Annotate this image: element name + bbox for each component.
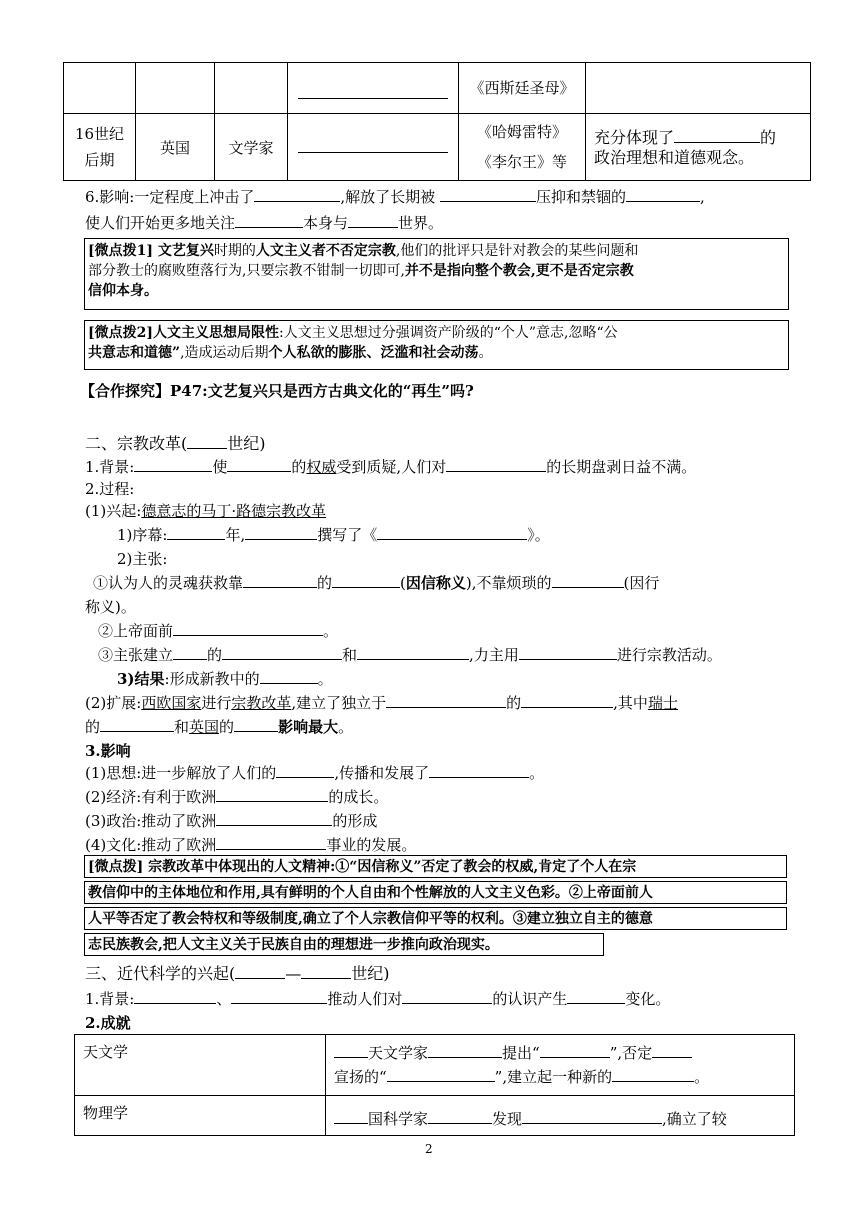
text: ②上帝面前 xyxy=(98,622,174,640)
text: 的 xyxy=(85,718,101,736)
blank[interactable] xyxy=(243,572,317,588)
blank[interactable] xyxy=(428,1108,492,1124)
blank[interactable] xyxy=(234,716,278,732)
blank[interactable] xyxy=(231,988,327,1004)
text: 二、宗教改革( xyxy=(85,434,188,453)
text: (因行 xyxy=(623,574,660,592)
blank[interactable] xyxy=(567,988,625,1004)
country-cell xyxy=(136,114,215,181)
text: 人文主义者不否定宗教 xyxy=(255,243,396,259)
blank[interactable] xyxy=(301,962,351,979)
desc-cell xyxy=(586,114,811,181)
role-text: 文学家 xyxy=(228,138,274,157)
blank[interactable] xyxy=(227,456,291,472)
blank[interactable] xyxy=(134,456,212,472)
text: 变化。 xyxy=(625,990,671,1008)
text: 推动人们对 xyxy=(327,990,403,1008)
text: 压抑和禁锢的 xyxy=(535,188,626,206)
text: ( xyxy=(400,574,406,592)
tip-box-1 xyxy=(84,238,789,310)
influence-4 xyxy=(85,834,416,856)
field-cell xyxy=(75,1096,326,1136)
tip-label: [微点拨1] xyxy=(88,243,153,259)
blank[interactable] xyxy=(276,762,334,778)
result-line xyxy=(117,668,333,690)
text: 的形成 xyxy=(332,812,378,830)
text: 1.背景: xyxy=(85,458,135,476)
text: 共意志和道德” xyxy=(88,345,181,361)
text: 发现 xyxy=(492,1110,523,1128)
period-text: 16世纪 xyxy=(74,125,125,143)
influence-1 xyxy=(85,762,544,784)
blank[interactable] xyxy=(334,1042,368,1058)
text: 世纪) xyxy=(227,434,266,453)
desc-text: 的 xyxy=(760,128,777,147)
section-title xyxy=(85,962,390,985)
text: (4)文化:推动了欧洲 xyxy=(85,836,217,854)
text: 事业的发展。 xyxy=(326,836,417,854)
text: (2)扩展: xyxy=(85,694,142,712)
blank[interactable] xyxy=(402,988,492,1004)
text: — xyxy=(285,964,302,983)
blank[interactable] xyxy=(652,1042,692,1058)
claim-2 xyxy=(98,620,338,642)
blank[interactable] xyxy=(334,1108,368,1124)
text: 和 xyxy=(342,646,358,664)
tip-row: 教信仰中的主体地位和作用,具有鲜明的个人自由和个性解放的人文主义色彩。②上帝面前人 xyxy=(84,881,787,904)
blank[interactable] xyxy=(446,456,546,472)
text: 的 xyxy=(291,458,307,476)
blank[interactable] xyxy=(173,644,207,660)
text: 。 xyxy=(478,345,493,361)
extension-line xyxy=(85,692,678,714)
tip-row: 志民族教会,把人文主义关于民族自由的理想进一步推向政治现实。 xyxy=(84,933,604,956)
blank[interactable] xyxy=(187,432,227,449)
blank[interactable] xyxy=(612,1066,694,1082)
blank[interactable] xyxy=(260,668,318,684)
extension-line xyxy=(85,716,353,738)
text: 称义)。 xyxy=(85,598,136,616)
text: 时期的 xyxy=(213,243,256,259)
text: 的长期盘剥日益不满。 xyxy=(546,458,697,476)
text: 2.过程: xyxy=(85,480,135,498)
field-name: 天文学 xyxy=(83,1043,129,1061)
claim-3 xyxy=(98,644,722,666)
text: 权威 xyxy=(306,458,337,476)
text: 和 xyxy=(174,718,190,736)
blank[interactable] xyxy=(540,1042,610,1058)
text: 、 xyxy=(216,990,232,1008)
text: 使 xyxy=(212,458,228,476)
text: 。 xyxy=(317,670,333,688)
blank[interactable] xyxy=(387,1066,495,1082)
blank[interactable] xyxy=(521,692,613,708)
text: ,传播和发展了 xyxy=(334,764,430,782)
text: 使人们开始更多地关注 xyxy=(85,214,236,232)
blank[interactable] xyxy=(552,572,624,588)
desc-text: 政治理想和道德观念。 xyxy=(594,148,755,167)
background-line xyxy=(85,456,696,478)
text: 1)序幕: xyxy=(117,526,168,544)
achievement-table xyxy=(74,1034,795,1136)
text: (3)政治:推动了欧洲 xyxy=(85,812,217,830)
table-cell xyxy=(64,63,136,114)
blank[interactable] xyxy=(440,186,536,202)
blank[interactable] xyxy=(216,834,326,850)
blank[interactable] xyxy=(626,186,700,202)
tip-row: 人平等否定了教会特权和等级制度,确立了个人宗教信仰平等的权利。③建立独立自主的德意 xyxy=(84,907,787,930)
cooperative-inquiry: 【合作探究】P47:文艺复兴只是西方古典文化的“再生”吗? xyxy=(80,382,474,400)
text: 英国 xyxy=(189,718,220,736)
text: 世界。 xyxy=(398,214,444,232)
text: 的 xyxy=(506,694,522,712)
text: 瑞士 xyxy=(647,694,678,712)
field-cell xyxy=(75,1035,326,1096)
text: ,建立了独立于 xyxy=(291,694,387,712)
text: 信仰本身。 xyxy=(88,283,158,299)
text: ),不靠烦琐的 xyxy=(465,574,552,592)
table-cell xyxy=(136,63,215,114)
blank[interactable] xyxy=(254,186,340,202)
table-cell xyxy=(215,63,288,114)
text: (1)兴起: xyxy=(85,502,142,520)
text: 。 xyxy=(529,764,545,782)
blank[interactable] xyxy=(377,524,527,540)
claim-1 xyxy=(93,572,659,594)
blank[interactable] xyxy=(348,212,398,228)
text: 的 xyxy=(317,574,333,592)
tip-box-2 xyxy=(84,320,789,370)
detail-cell xyxy=(326,1096,795,1136)
text: ①认为人的灵魂获救靠 xyxy=(93,574,244,592)
text: 3)结果 xyxy=(117,670,165,688)
blank[interactable] xyxy=(429,762,529,778)
table-cell xyxy=(288,63,459,114)
text: 西欧国家 xyxy=(141,694,202,712)
text: 的认识产生 xyxy=(492,990,568,1008)
table-cell xyxy=(586,63,811,114)
text: (1)思想:进一步解放了人们的 xyxy=(85,764,277,782)
text: 。 xyxy=(323,622,339,640)
text: 本身与 xyxy=(303,214,349,232)
detail-cell xyxy=(326,1035,795,1096)
blank[interactable] xyxy=(222,644,342,660)
work-title: 《李尔王》等 xyxy=(476,153,567,171)
text: 世纪) xyxy=(351,964,390,983)
text: 。 xyxy=(694,1068,710,1086)
text: ,解放了长期被 xyxy=(340,188,436,206)
prelude-line xyxy=(117,524,550,546)
blank[interactable] xyxy=(519,644,617,660)
text: ,造成运动后期 xyxy=(180,345,269,361)
blank[interactable] xyxy=(216,786,328,802)
blank[interactable] xyxy=(245,524,317,540)
text: 进行 xyxy=(201,694,232,712)
text: ”,建立起一种新的 xyxy=(494,1068,613,1086)
text: 部分教士的腐败堕落行为,只要宗教不钳制一切即可, xyxy=(88,263,405,279)
work-cell xyxy=(459,63,586,114)
text: 进行宗教活动。 xyxy=(616,646,722,664)
text: 三、近代科学的兴起( xyxy=(85,964,236,983)
blank[interactable] xyxy=(216,810,332,826)
tip-label: [微点拨2] xyxy=(88,325,153,341)
text: (2)经济:有利于欧洲 xyxy=(85,788,217,806)
page-number: 2 xyxy=(425,1142,433,1156)
period-text: 后期 xyxy=(84,151,115,169)
field-name: 物理学 xyxy=(83,1104,129,1122)
text: 宗教改革 xyxy=(231,694,292,712)
table-cell xyxy=(288,114,459,181)
influence-3 xyxy=(85,810,377,832)
section-title xyxy=(85,432,266,455)
blank[interactable] xyxy=(298,83,448,99)
text: 天文学家 xyxy=(368,1044,429,1062)
text: :人文主义思想过分强调资产阶级的“个人”意志,忽略“公 xyxy=(279,325,618,341)
text: 。 xyxy=(338,718,354,736)
text: 3.影响 xyxy=(85,742,131,760)
text: 因信称义 xyxy=(405,574,466,592)
blank[interactable] xyxy=(235,212,303,228)
work-cell xyxy=(459,114,586,181)
text: 2)主张: xyxy=(117,550,168,568)
text: 年, xyxy=(225,526,246,544)
text: 国科学家 xyxy=(368,1110,429,1128)
blank[interactable] xyxy=(428,1042,502,1058)
text: ,力主用 xyxy=(469,646,519,664)
text: 受到质疑,人们对 xyxy=(336,458,447,476)
text: ”,否定 xyxy=(609,1044,653,1062)
text: 》。 xyxy=(527,526,550,544)
text: ,确立了较 xyxy=(662,1110,727,1128)
text: , xyxy=(699,188,705,206)
period-cell xyxy=(64,114,136,181)
country-text: 英国 xyxy=(159,138,190,157)
work-title: 《哈姆雷特》 xyxy=(476,123,567,141)
influence-2 xyxy=(85,786,388,808)
blank[interactable] xyxy=(100,716,174,732)
blank[interactable] xyxy=(386,692,506,708)
blank[interactable] xyxy=(522,1108,662,1124)
work-title: 《西斯廷圣母》 xyxy=(469,79,575,97)
text: 的 xyxy=(219,718,235,736)
text: 个人私欲的膨胀、泛滥和社会动荡 xyxy=(268,345,479,361)
text: 并不是指向整个教会,更不是否定宗教 xyxy=(404,263,634,279)
text: 文艺复兴 xyxy=(153,243,214,259)
desc-text: 充分体现了 xyxy=(594,128,675,147)
text: 2.成就 xyxy=(85,1014,131,1032)
science-background xyxy=(85,988,670,1010)
influence-line xyxy=(85,186,705,208)
text: 6.影响:一定程度上冲击了 xyxy=(85,188,255,206)
influence-line xyxy=(85,212,443,234)
text: 提出“ xyxy=(502,1044,540,1062)
text: 1.背景: xyxy=(85,990,135,1008)
text: ③主张建立 xyxy=(98,646,174,664)
text: :形成新教中的 xyxy=(164,670,260,688)
text: 德意志的马丁·路德宗教改革 xyxy=(141,502,327,520)
text: 影响最大 xyxy=(278,718,339,736)
rise-line xyxy=(85,500,326,522)
text: 撰写了《 xyxy=(317,526,378,544)
text: ,他们的批评只是针对教会的某些问题和 xyxy=(395,243,639,259)
role-cell xyxy=(215,114,288,181)
text: ,其中 xyxy=(613,694,648,712)
tip-row: [微点拨] 宗教改革中体现出的人文精神:①“因信称义”否定了教会的权威,肯定了个人在宗 xyxy=(84,855,787,878)
text: 宣扬的“ xyxy=(334,1068,387,1086)
blank[interactable] xyxy=(674,126,760,143)
text: 的成长。 xyxy=(328,788,389,806)
text: 的 xyxy=(207,646,223,664)
text: 人文主义思想局限性 xyxy=(153,325,279,341)
blank[interactable] xyxy=(167,524,225,540)
blank[interactable] xyxy=(173,620,323,636)
blank[interactable] xyxy=(357,644,469,660)
blank[interactable] xyxy=(298,137,448,153)
blank[interactable] xyxy=(332,572,400,588)
blank[interactable] xyxy=(235,962,285,979)
blank[interactable] xyxy=(134,988,216,1004)
culture-table xyxy=(63,62,811,181)
